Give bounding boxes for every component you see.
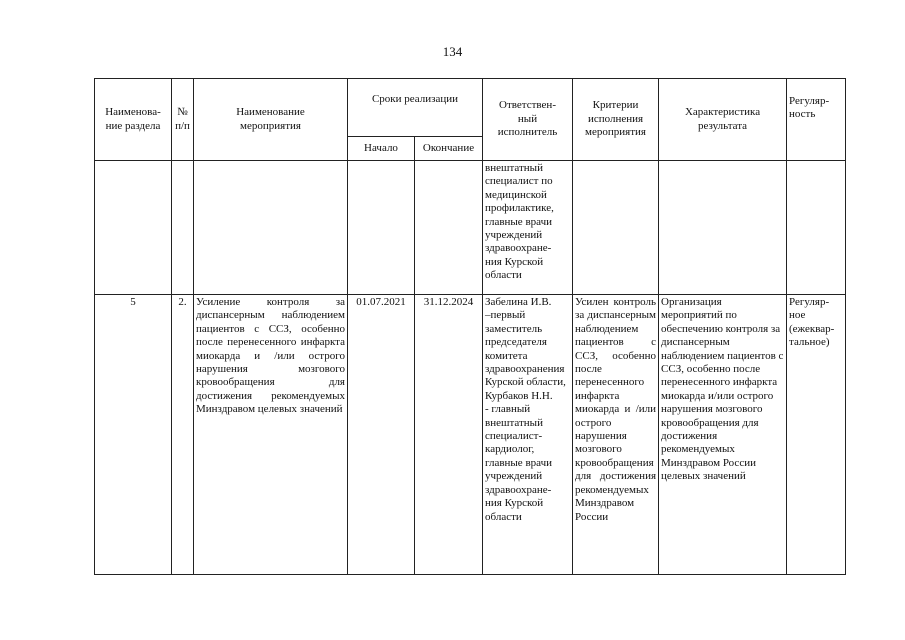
cell-result [659,161,787,295]
cell-activity: Усиление контроля за диспансерным наблюдением пациентов с ССЗ, особенно после перенесенного инфаркта миокарда и /или острого нарушения мозгового кровообращения для достижения рекомендуемых Минздравом целевых значений [194,295,348,575]
cell-section [95,161,172,295]
header-result: Характеристика результата [659,79,787,161]
cell-responsible: внештатный специалист по медицинской профилактике, главные врачи учреждений здравоохране- ния Курской области [483,161,573,295]
page-number: 134 [442,44,463,59]
cell-start: 01.07.2021 [348,295,415,575]
cell-criteria: Усилен контроль за диспансерным наблюдением пациентов с ССЗ, особенно после перенесенного инфаркта миокарда и /или острого нарушения мозгового кровообращения для достижения рекомендуемых Минздравом России [573,295,659,575]
cell-number: 2. [172,295,194,575]
header-start: Начало [348,137,415,161]
cell-number [172,161,194,295]
header-activity-name: Наименование мероприятия [194,79,348,161]
header-criteria: Критерии исполнения мероприятия [573,79,659,161]
cell-responsible: Забелина И.В. –первый заместитель председателя комитета здравоохранения Курской области, Курбаков Н.Н. - главный внештатный специалист- кардиолог, главные врачи учреждений здравоохране- ния Курской области [483,295,573,575]
header-responsible: Ответствен- ный исполнитель [483,79,573,161]
table-row-continuation [95,161,846,295]
cell-start [348,161,415,295]
header-regularity: Регуляр- ность [787,79,846,161]
header-end: Окончание [415,137,483,161]
header-timeline: Сроки реализации [348,79,483,137]
header-number: № п/п [172,79,194,161]
cell-result: Организация мероприятий по обеспечению контроля за диспансерным наблюдением пациентов с ССЗ, особенно после перенесенного инфаркта миокарда и/или острого нарушения мозгового кровообращения для достижения рекомендуемых Минздравом России целевых значений [659,295,787,575]
header-section-name: Наименова- ние раздела [95,79,172,161]
cell-regularity: Регуляр- ное (ежеквар- тальное) [787,295,846,575]
cell-criteria [573,161,659,295]
cell-regularity [787,161,846,295]
cell-end: 31.12.2024 [415,295,483,575]
table-row [95,295,846,575]
activities-table [94,78,846,575]
cell-activity [194,161,348,295]
cell-end [415,161,483,295]
cell-section: 5 [95,295,172,575]
